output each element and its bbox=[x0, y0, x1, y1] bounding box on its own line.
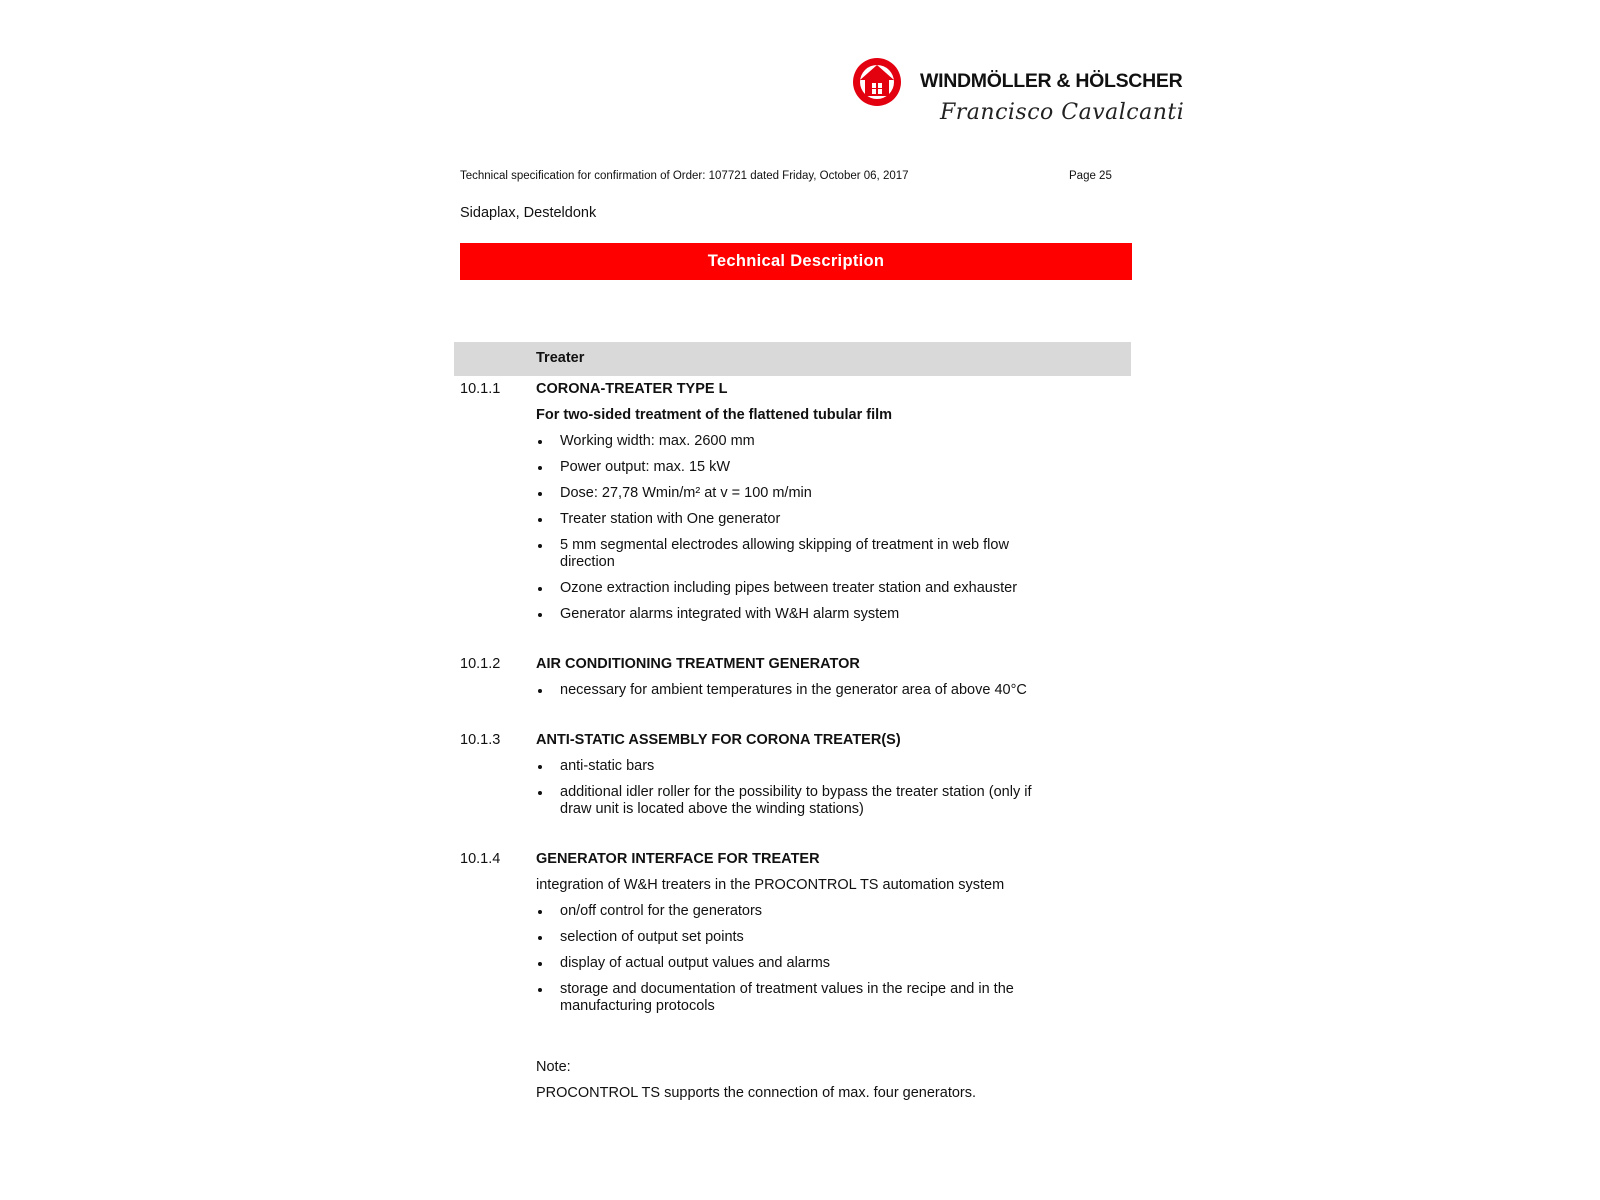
spec-item-10-1-1 bbox=[460, 378, 1140, 623]
customer-name: Sidaplax, Desteldonk bbox=[460, 205, 597, 221]
item-number: 10.1.3 bbox=[460, 732, 501, 748]
item-number: 10.1.2 bbox=[460, 656, 501, 672]
list-item: anti-static bars bbox=[536, 758, 1036, 775]
bullet-list bbox=[536, 682, 1036, 699]
item-number: 10.1.1 bbox=[460, 381, 501, 397]
spec-line: Technical specification for confirmation of Order: 107721 dated Friday, October 06, 2017 bbox=[460, 170, 909, 182]
house-logo-icon bbox=[852, 56, 902, 108]
list-item: storage and documentation of treatment values in the recipe and in the manufacturing protocols bbox=[536, 981, 1036, 1015]
list-item: Working width: max. 2600 mm bbox=[536, 433, 1036, 450]
item-number: 10.1.4 bbox=[460, 851, 501, 867]
brand-name: WINDMÖLLER & HÖLSCHER bbox=[920, 70, 1183, 92]
list-item: Dose: 27,78 Wmin/m² at v = 100 m/min bbox=[536, 485, 1036, 502]
bullet-list bbox=[536, 903, 1036, 1015]
list-item: 5 mm segmental electrodes allowing skipping of treatment in web flow direction bbox=[536, 537, 1036, 571]
list-item: Ozone extraction including pipes between treater station and exhauster bbox=[536, 580, 1036, 597]
item-subheading: For two-sided treatment of the flattened tubular film bbox=[536, 407, 893, 423]
section-header bbox=[454, 342, 1131, 376]
list-item: Generator alarms integrated with W&H alarm system bbox=[536, 606, 1036, 623]
banner-title: Technical Description bbox=[707, 252, 885, 270]
handwritten-signature: Francisco Cavalcanti bbox=[940, 100, 1185, 125]
spec-content bbox=[460, 378, 1140, 1111]
item-heading: ANTI-STATIC ASSEMBLY FOR CORONA TREATER(S) bbox=[536, 732, 901, 748]
list-item: additional idler roller for the possibility to bypass the treater station (only if draw unit is located above the winding stations) bbox=[536, 784, 1036, 818]
list-item: Treater station with One generator bbox=[536, 511, 1036, 528]
list-item: Power output: max. 15 kW bbox=[536, 459, 1036, 476]
item-text: integration of W&H treaters in the PROCONTROL TS automation system bbox=[536, 877, 1005, 893]
item-heading: CORONA-TREATER TYPE L bbox=[536, 381, 728, 397]
section-title: Treater bbox=[536, 350, 585, 366]
note-label: Note: bbox=[536, 1059, 571, 1075]
spec-item-10-1-4 bbox=[460, 848, 1140, 1015]
item-heading: GENERATOR INTERFACE FOR TREATER bbox=[536, 851, 820, 867]
note-block bbox=[536, 1059, 1140, 1102]
spec-item-10-1-2 bbox=[460, 653, 1140, 699]
list-item: selection of output set points bbox=[536, 929, 1036, 946]
technical-description-banner bbox=[460, 243, 1132, 280]
list-item: display of actual output values and alarms bbox=[536, 955, 1036, 972]
spec-item-10-1-3 bbox=[460, 729, 1140, 818]
bullet-list bbox=[536, 758, 1036, 818]
item-heading: AIR CONDITIONING TREATMENT GENERATOR bbox=[536, 656, 860, 672]
bullet-list bbox=[536, 433, 1036, 623]
page-number: Page 25 bbox=[1069, 170, 1112, 182]
list-item: necessary for ambient temperatures in the generator area of above 40°C bbox=[536, 682, 1036, 699]
list-item: on/off control for the generators bbox=[536, 903, 1036, 920]
company-logo bbox=[852, 56, 1192, 136]
note-text: PROCONTROL TS supports the connection of max. four generators. bbox=[536, 1085, 977, 1101]
